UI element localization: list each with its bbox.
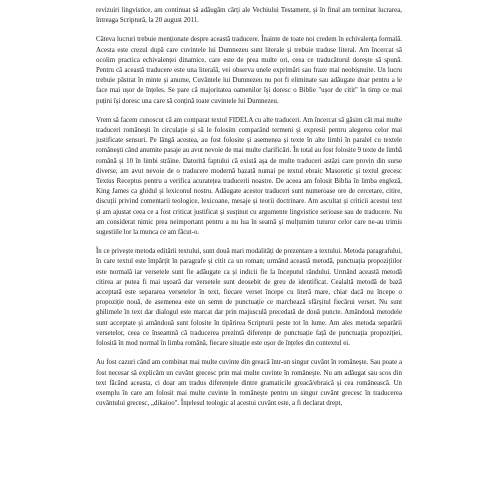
paragraph-2: Câteva lucruri trebuie menționate despre această traducere. Înainte de toate noi credem în echivalența formală. Acesta este crezul după care cuvintele lui Dumnezeu sunt literale și trebuie traduse literal. Am încercat să ocolim practica echivalenței dinamice, care este de prea multe ori, ceea ce traducătorul dorește să spună. Pentru că această traducere este una literală, vei observa unele exprimări sau fraze mai neobișnuite. Un lucru trebuie păstrat în minte și anume, Cuvântele lui Dumnezeu nu pot fi eliminate sau adăugate doar pentru a le face mai ușor de înțeles. Se pare că majoritatea oamenilor își doresc o Biblie "ușor de citit" în timp ce mai puțini își doresc una care să conțină toate cuvintele lui Dumnezeu.: [96, 36, 402, 105]
paragraph-3: Vrem să facem cunoscut că am comparat textul FIDELA cu alte traduceri. Am încercat să găsim cât mai multe traduceri românești în circulație și să le folosim comparând termeni și expresii pentru alegerea celor mai justificate sensuri. Pe lângă acestea, au fost folosite și asemenea și texte în alte limbi în paralel cu textele românești când anumite pasaje au avut nevoie de mai multe clarificări. În total au fost folosite 9 texte de limbă română și 10 în limbi străine. Datorită faptului că există așa de multe traduceri astăzi care provin din surse diverse, am avut nevoie de o traducere modernă bazată numai pe textul ebraic Masoretic și textul grecesc Textus Receptus pentru a verifica acuratețea traducerii noastre. De aceea am folosit Biblia în limba engleză, King James ca ghidul și lexiconul nostru. Adăugate acestor traduceri sunt numeroase ore de cercetare, citire, discuții privind comentarii teologice, lexicoane, mesaje și teorii doctrinare. Am ascultat și criticii acestui text și am ajustat ceea ce a fost criticat justificat și susținut cu argumente lingvistice serioase sau de traducere. Nu am considerat nimic prea neimportant pentru a nu lua în seamă și mulțumim tuturor celor care ne-au trimis sugestiile lor la munca ce am făcut-o.: [96, 116, 402, 237]
paragraph-5: Au fost cazuri când am combinat mai multe cuvinte din greacă într-un singur cuvânt în românește. Sau poate a fost necesar să explicăm un cuvânt grecesc prin mai multe cuvinte în românește. Nu am adăugat sau scos din text făcând aceasta, ci doar am tradus diferențele dintre gramaticile greacă/ebraică și cea românească. Un exemplu în care am folosit mai multe cuvinte în românește pentru un singur cuvânt grecesc în traducerea cuvântului grecesc, „dikaioo". Înțelesul teologic al acestui cuvânt este, a fi declarat drept,: [96, 359, 402, 408]
paragraph-4: În ce privește metoda editării textului, sunt două mari modalități de prezentare a textului. Metoda paragrafului, în care textul este împărțit în paragrafe și citit ca un roman; urmând această metodă, punctuația propozițiilor este normală iar versetele sunt fie adăugate ca și indicii fie la începutul rândului. Urmând această metodă citirea ar putea fi mai ușoară dar versetele sunt deosebit de greu de identificat. Cealaltă metodă de bază acceptată este separarea versetelor în text, fiecare verset începe cu literă mare, chiar dacă nu începe o propoziție nouă, de asemenea este un semn de punctuație ce marchează sfârșitul fiecărui verset. Nu sunt ghilimele în text dar dialogul este marcat dar prin majusculă precedată de două puncte. Amândouă metodele sunt acceptate și amândouă sunt folosite în tipărirea Scripturii peste tot în lume. Am ales metoda separării versetelor, ceea ce înseamnă că traducerea prezintă diferențe de punctuație față de punctuația propoziției, folosită în mod normal în limba română, fiecare situație este ușor de înțeles din contextul ei.: [96, 248, 402, 348]
paragraph-1: revizuiri lingvistice, am continuat să adăugăm cărți ale Vechiului Testament, și în final am terminat lucrarea, întreaga Scriptură, la 20 august 2011.: [96, 7, 402, 25]
